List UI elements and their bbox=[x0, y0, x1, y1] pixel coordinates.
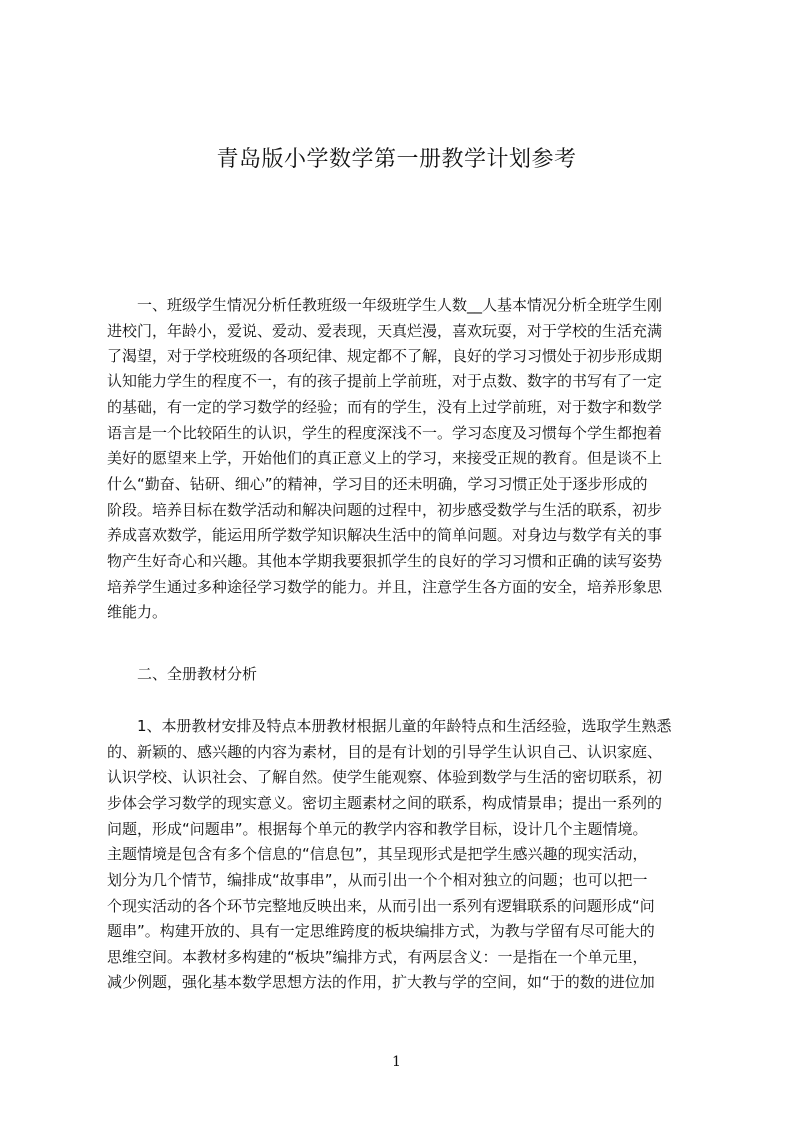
text-line: 个现实活动的各个环节完整地反映出来，从而引出一系列有逻辑联系的问题形成“问 bbox=[107, 897, 655, 915]
text-line: 阶段。培养目标在数学活动和解决问题的过程中，初步感受数学与生活的联系，初步 bbox=[107, 501, 663, 519]
section-2-heading: 二、全册教材分析 bbox=[137, 665, 258, 683]
text-line: 养成喜欢数学，能运用所学数学知识解决生活中的简单问题。对身边与数学有关的事 bbox=[107, 526, 663, 544]
text-line: 美好的愿望来上学，开始他们的真正意义上的学习，来接受正规的教育。但是谈不上 bbox=[107, 449, 663, 467]
text-line: 进校门，年龄小，爱说、爱动、爱表现，天真烂漫，喜欢玩耍，对于学校的生活充满 bbox=[107, 322, 663, 340]
text-line: 的基础，有一定的学习数学的经验；而有的学生，没有上过学前班，对于数字和数学 bbox=[107, 398, 663, 416]
text-line: 了渴望，对于学校班级的各项纪律、规定都不了解，良好的学习习惯处于初步形成期 bbox=[107, 347, 663, 365]
text-line: 问题，形成“问题串”。根据每个单元的教学内容和教学目标，设计几个主题情境。 bbox=[107, 820, 648, 838]
text-line: 思维空间。本教材多构建的“板块”编排方式，有两层含义：一是指在一个单元里， bbox=[107, 948, 648, 966]
text-line: 认识学校、认识社会、了解自然。使学生能观察、体验到数学与生活的密切联系，初 bbox=[107, 768, 663, 786]
text-line: 减少例题，强化基本数学思想方法的作用，扩大教与学的空间，如“于的数的进位加 bbox=[107, 973, 655, 991]
text-line: 1、本册教材安排及特点本册教材根据儿童的年龄特点和生活经验，选取学生熟悉 bbox=[137, 717, 672, 735]
text-line: 认知能力学生的程度不一，有的孩子提前上学前班，对于点数、数字的书写有了一定 bbox=[107, 372, 663, 390]
text-line: 一、班级学生情况分析任教班级一年级班学生人数__人基本情况分析全班学生刚 bbox=[137, 296, 663, 314]
document-title: 青岛版小学数学第一册教学计划参考 bbox=[216, 147, 577, 172]
text-line: 维能力。 bbox=[107, 603, 168, 621]
text-line: 划分为几个情节，编排成“故事串”，从而引出一个个相对独立的问题；也可以把一 bbox=[107, 871, 648, 889]
text-line: 的、新颖的、感兴趣的内容为素材，目的是有计划的引导学生认识自己、认识家庭、 bbox=[107, 743, 663, 761]
text-line: 语言是一个比较陌生的认识，学生的程度深浅不一。学习态度及习惯每个学生都抱着 bbox=[107, 424, 663, 442]
text-line: 题串”。构建开放的、具有一定思维跨度的板块编排方式，为教与学留有尽可能大的 bbox=[107, 922, 655, 940]
text-line: 步体会学习数学的现实意义。密切主题素材之间的联系，构成情景串；提出一系列的 bbox=[107, 794, 663, 812]
page-number: 1 bbox=[392, 1054, 401, 1070]
text-line: 什么“勤奋、钻研、细心”的精神，学习目的还未明确，学习习惯正处于逐步形成的 bbox=[107, 475, 648, 493]
text-line: 物产生好奇心和兴趣。其他本学期我要狠抓学生的良好的学习习惯和正确的读写姿势 bbox=[107, 552, 663, 570]
text-line: 主题情境是包含有多个信息的“信息包”，其呈现形式是把学生感兴趣的现实活动， bbox=[107, 845, 648, 863]
text-line: 培养学生通过多种途径学习数学的能力。并且，注意学生各方面的安全，培养形象思 bbox=[107, 578, 663, 596]
